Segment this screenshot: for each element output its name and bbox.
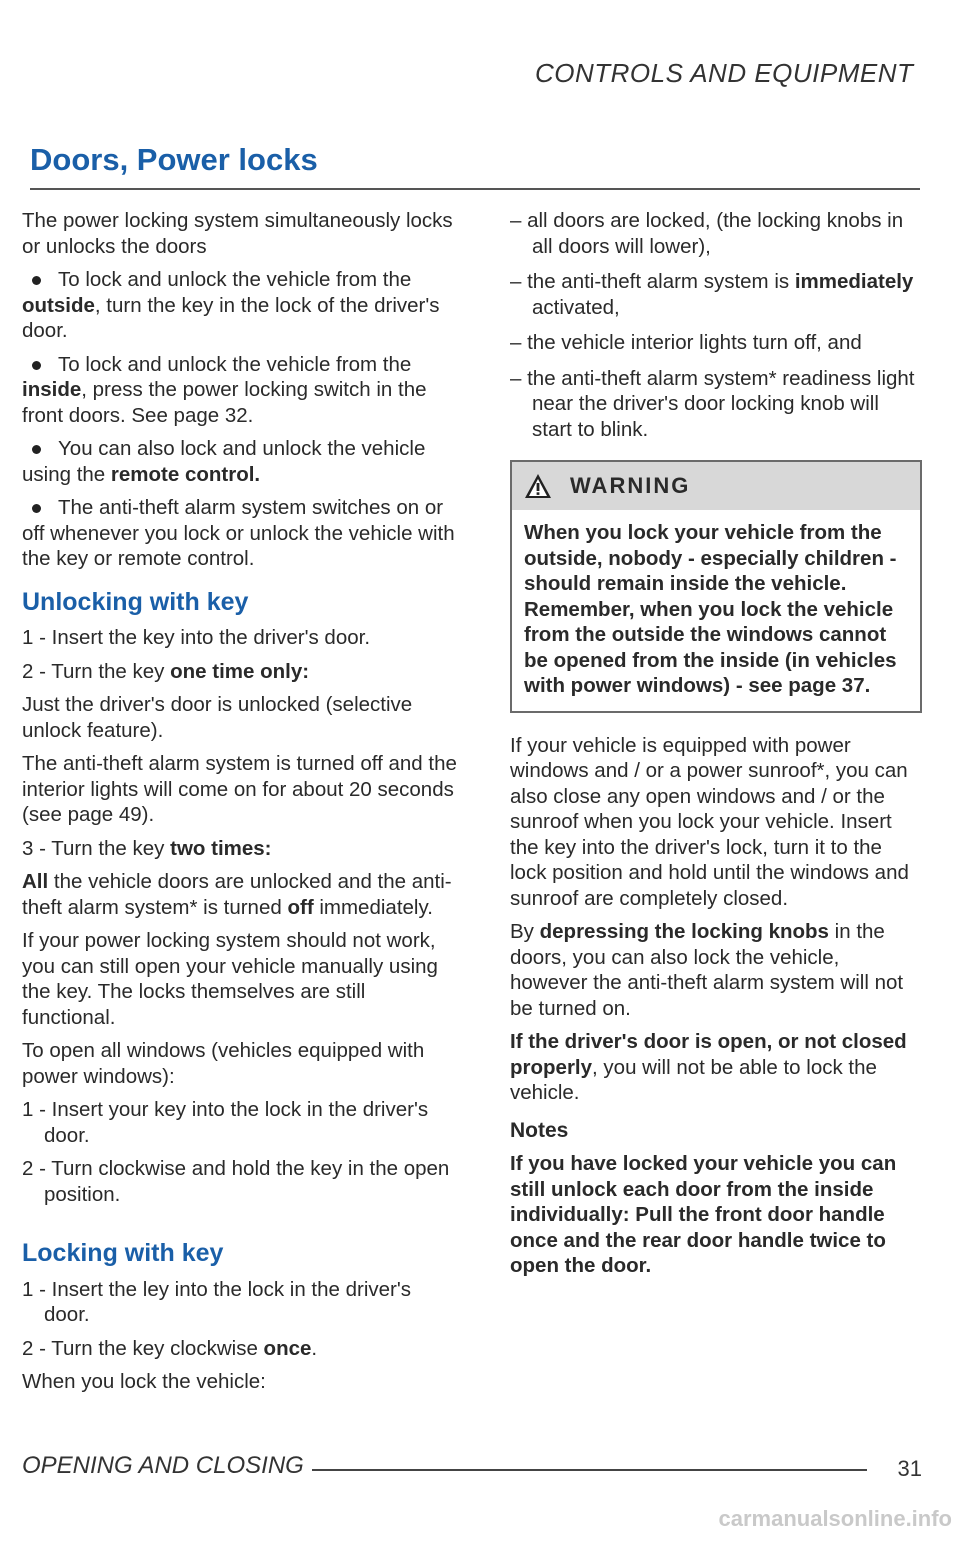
bullet-outside: To lock and unlock the vehicle from the outside, turn the key in the lock of the driver's door.: [22, 267, 462, 344]
running-header: CONTROLS AND EQUIPMENT: [535, 58, 914, 88]
bullet-inside: To lock and unlock the vehicle from the inside, press the power locking switch in the front doors. See page 32.: [22, 352, 462, 429]
intro-text: The power locking system simultaneously locks or unlocks the doors: [22, 209, 453, 258]
unlock-step-2-alarm: The anti-theft alarm system is turned off and the interior lights will come on for about 20 seconds (see page 49).: [22, 752, 457, 826]
warning-label: WARNING: [570, 473, 691, 499]
unlock-step-3-detail: All the vehicle doors are unlocked and the anti-theft alarm system* is turned off immediately.: [22, 870, 452, 919]
unlock-step-2: 2 - Turn the key one time only:: [22, 659, 310, 683]
locking-knobs-text: By depressing the locking knobs in the doors, you can also lock the vehicle, however the anti-theft alarm system will not be turned on.: [510, 920, 904, 1020]
watermark: carmanualsonline.info: [718, 1506, 952, 1531]
notes-text: If you have locked your vehicle you can still unlock each door from the inside individually: Pull the front door handle once and the rear door handle twice to open the door.: [510, 1152, 897, 1277]
unlock-step-1: 1 - Insert the key into the driver's door.: [22, 626, 371, 649]
footer-rule: [312, 1469, 867, 1471]
windows-step-2: 2 - Turn clockwise and hold the key in the open position.: [22, 1157, 450, 1206]
bullet-alarm: The anti-theft alarm system switches on or off whenever you lock or unlock the vehicle with the key or remote control.: [22, 495, 462, 572]
sunroof-text: If your vehicle is equipped with power windows and / or a power sunroof*, you can also close any open windows and / or the sunroof when you lock your vehicle. Insert the key into the driver's lock, turn it to the lock position and hold until the windows and sunroof are completely closed.: [510, 733, 909, 910]
lock-step-2: 2 - Turn the key clockwise once.: [22, 1336, 318, 1360]
page-footer: [22, 1452, 922, 1492]
windows-step-1: 1 - Insert your key into the lock in the driver's door.: [22, 1098, 429, 1147]
title-rule: [30, 188, 920, 190]
unlock-step-2-detail: Just the driver's door is unlocked (selective unlock feature).: [22, 693, 413, 742]
footer-section: OPENING AND CLOSING: [22, 1452, 304, 1479]
unlock-step-3: 3 - Turn the key two times:: [22, 836, 272, 860]
lock-effect-readiness: – the anti-theft alarm system* readiness light near the driver's door locking knob will start to blink.: [510, 366, 915, 441]
lock-step-3: When you lock the vehicle:: [22, 1370, 266, 1393]
page-number: 31: [897, 1456, 922, 1481]
open-windows-text: To open all windows (vehicles equipped with power windows):: [22, 1039, 425, 1088]
notes-heading: Notes: [510, 1118, 569, 1142]
warning-header: [512, 462, 920, 510]
lock-effect-lights: – the vehicle interior lights turn off, and: [510, 331, 862, 354]
page-title: Doors, Power locks: [30, 142, 318, 177]
bullet-remote: You can also lock and unlock the vehicle using the remote control.: [22, 436, 462, 487]
lock-step-1: 1 - Insert the ley into the lock in the driver's door.: [22, 1277, 412, 1326]
unlocking-heading: Unlocking with key: [22, 587, 249, 616]
warning-text: When you lock your vehicle from the outside, nobody - especially children - should remain inside the vehicle. Remember, when you lock the vehicle from the outside the windows cannot be opened from the inside (in vehicles with power windows) - see page 37.: [524, 521, 897, 697]
lock-effect-doors: – all doors are locked, (the locking knobs in all doors will lower),: [510, 209, 904, 258]
manual-unlock-text: If your power locking system should not work, you can still open your vehicle manually using the key. The locks themselves are still functional.: [22, 929, 438, 1029]
lock-effect-alarm: – the anti-theft alarm system is immediately activated,: [510, 270, 914, 319]
warning-box: [510, 460, 922, 713]
locking-heading: Locking with key: [22, 1239, 224, 1267]
right-column: [510, 208, 922, 1287]
left-column: [22, 208, 462, 1403]
door-open-text: If the driver's door is open, or not closed properly, you will not be able to lock the vehicle.: [510, 1030, 907, 1104]
warning-triangle-icon: [524, 473, 552, 499]
